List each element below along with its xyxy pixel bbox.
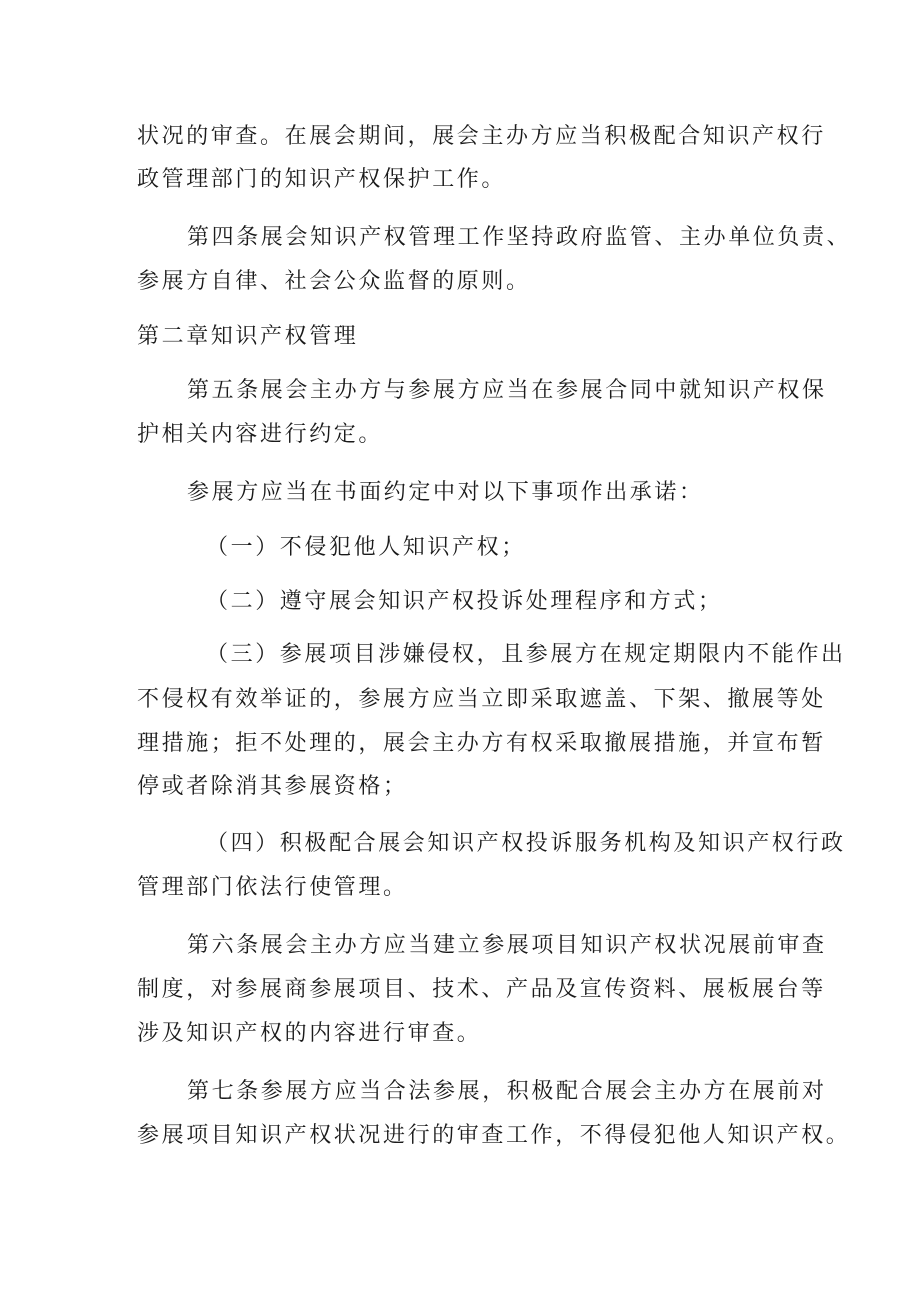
- article-6-line: 第六条展会主办方应当建立参展项目知识产权状况展前审查: [187, 933, 827, 958]
- paragraph-line: 参展方应当在书面约定中对以下事项作出承诺：: [187, 480, 704, 505]
- list-item: （一）不侵犯他人知识产权；: [206, 535, 526, 560]
- article-7-line: 第七条参展方应当合法参展，积极配合展会主办方在展前对: [187, 1079, 827, 1104]
- article-4-line: 第四条展会知识产权管理工作坚持政府监管、主办单位负责、: [187, 225, 852, 250]
- paragraph-line: 管理部门依法行使管理。: [137, 875, 408, 900]
- chapter-heading: 第二章知识产权管理: [137, 324, 359, 349]
- list-item: （二）遵守展会知识产权投诉处理程序和方式；: [206, 589, 723, 614]
- paragraph-line: 停或者除消其参展资格；: [137, 774, 408, 799]
- paragraph-line: 不侵权有效举证的，参展方应当立即采取遮盖、下架、撤展等处: [137, 687, 826, 712]
- paragraph-line: 参展项目知识产权状况进行的审查工作，不得侵犯他人知识产权。: [137, 1123, 851, 1148]
- list-item: （三）参展项目涉嫌侵权，且参展方在规定期限内不能作出: [206, 642, 846, 667]
- article-5-line: 第五条展会主办方与参展方应当在参展合同中就知识产权保: [187, 378, 827, 403]
- paragraph-line: 涉及知识产权的内容进行审查。: [137, 1021, 482, 1046]
- list-item: （四）积极配合展会知识产权投诉服务机构及知识产权行政: [206, 831, 846, 856]
- paragraph-line: 参展方自律、社会公众监督的原则。: [137, 269, 531, 294]
- paragraph-line: 政管理部门的知识产权保护工作。: [137, 167, 507, 192]
- paragraph-line: 制度，对参展商参展项目、技术、产品及宣传资料、展板展台等: [137, 977, 826, 1002]
- paragraph-line: 护相关内容进行约定。: [137, 422, 384, 447]
- paragraph-line: 状况的审查。在展会期间，展会主办方应当积极配合知识产权行: [137, 124, 826, 149]
- paragraph-line: 理措施；拒不处理的，展会主办方有权采取撤展措施，并宣布暂: [137, 731, 826, 756]
